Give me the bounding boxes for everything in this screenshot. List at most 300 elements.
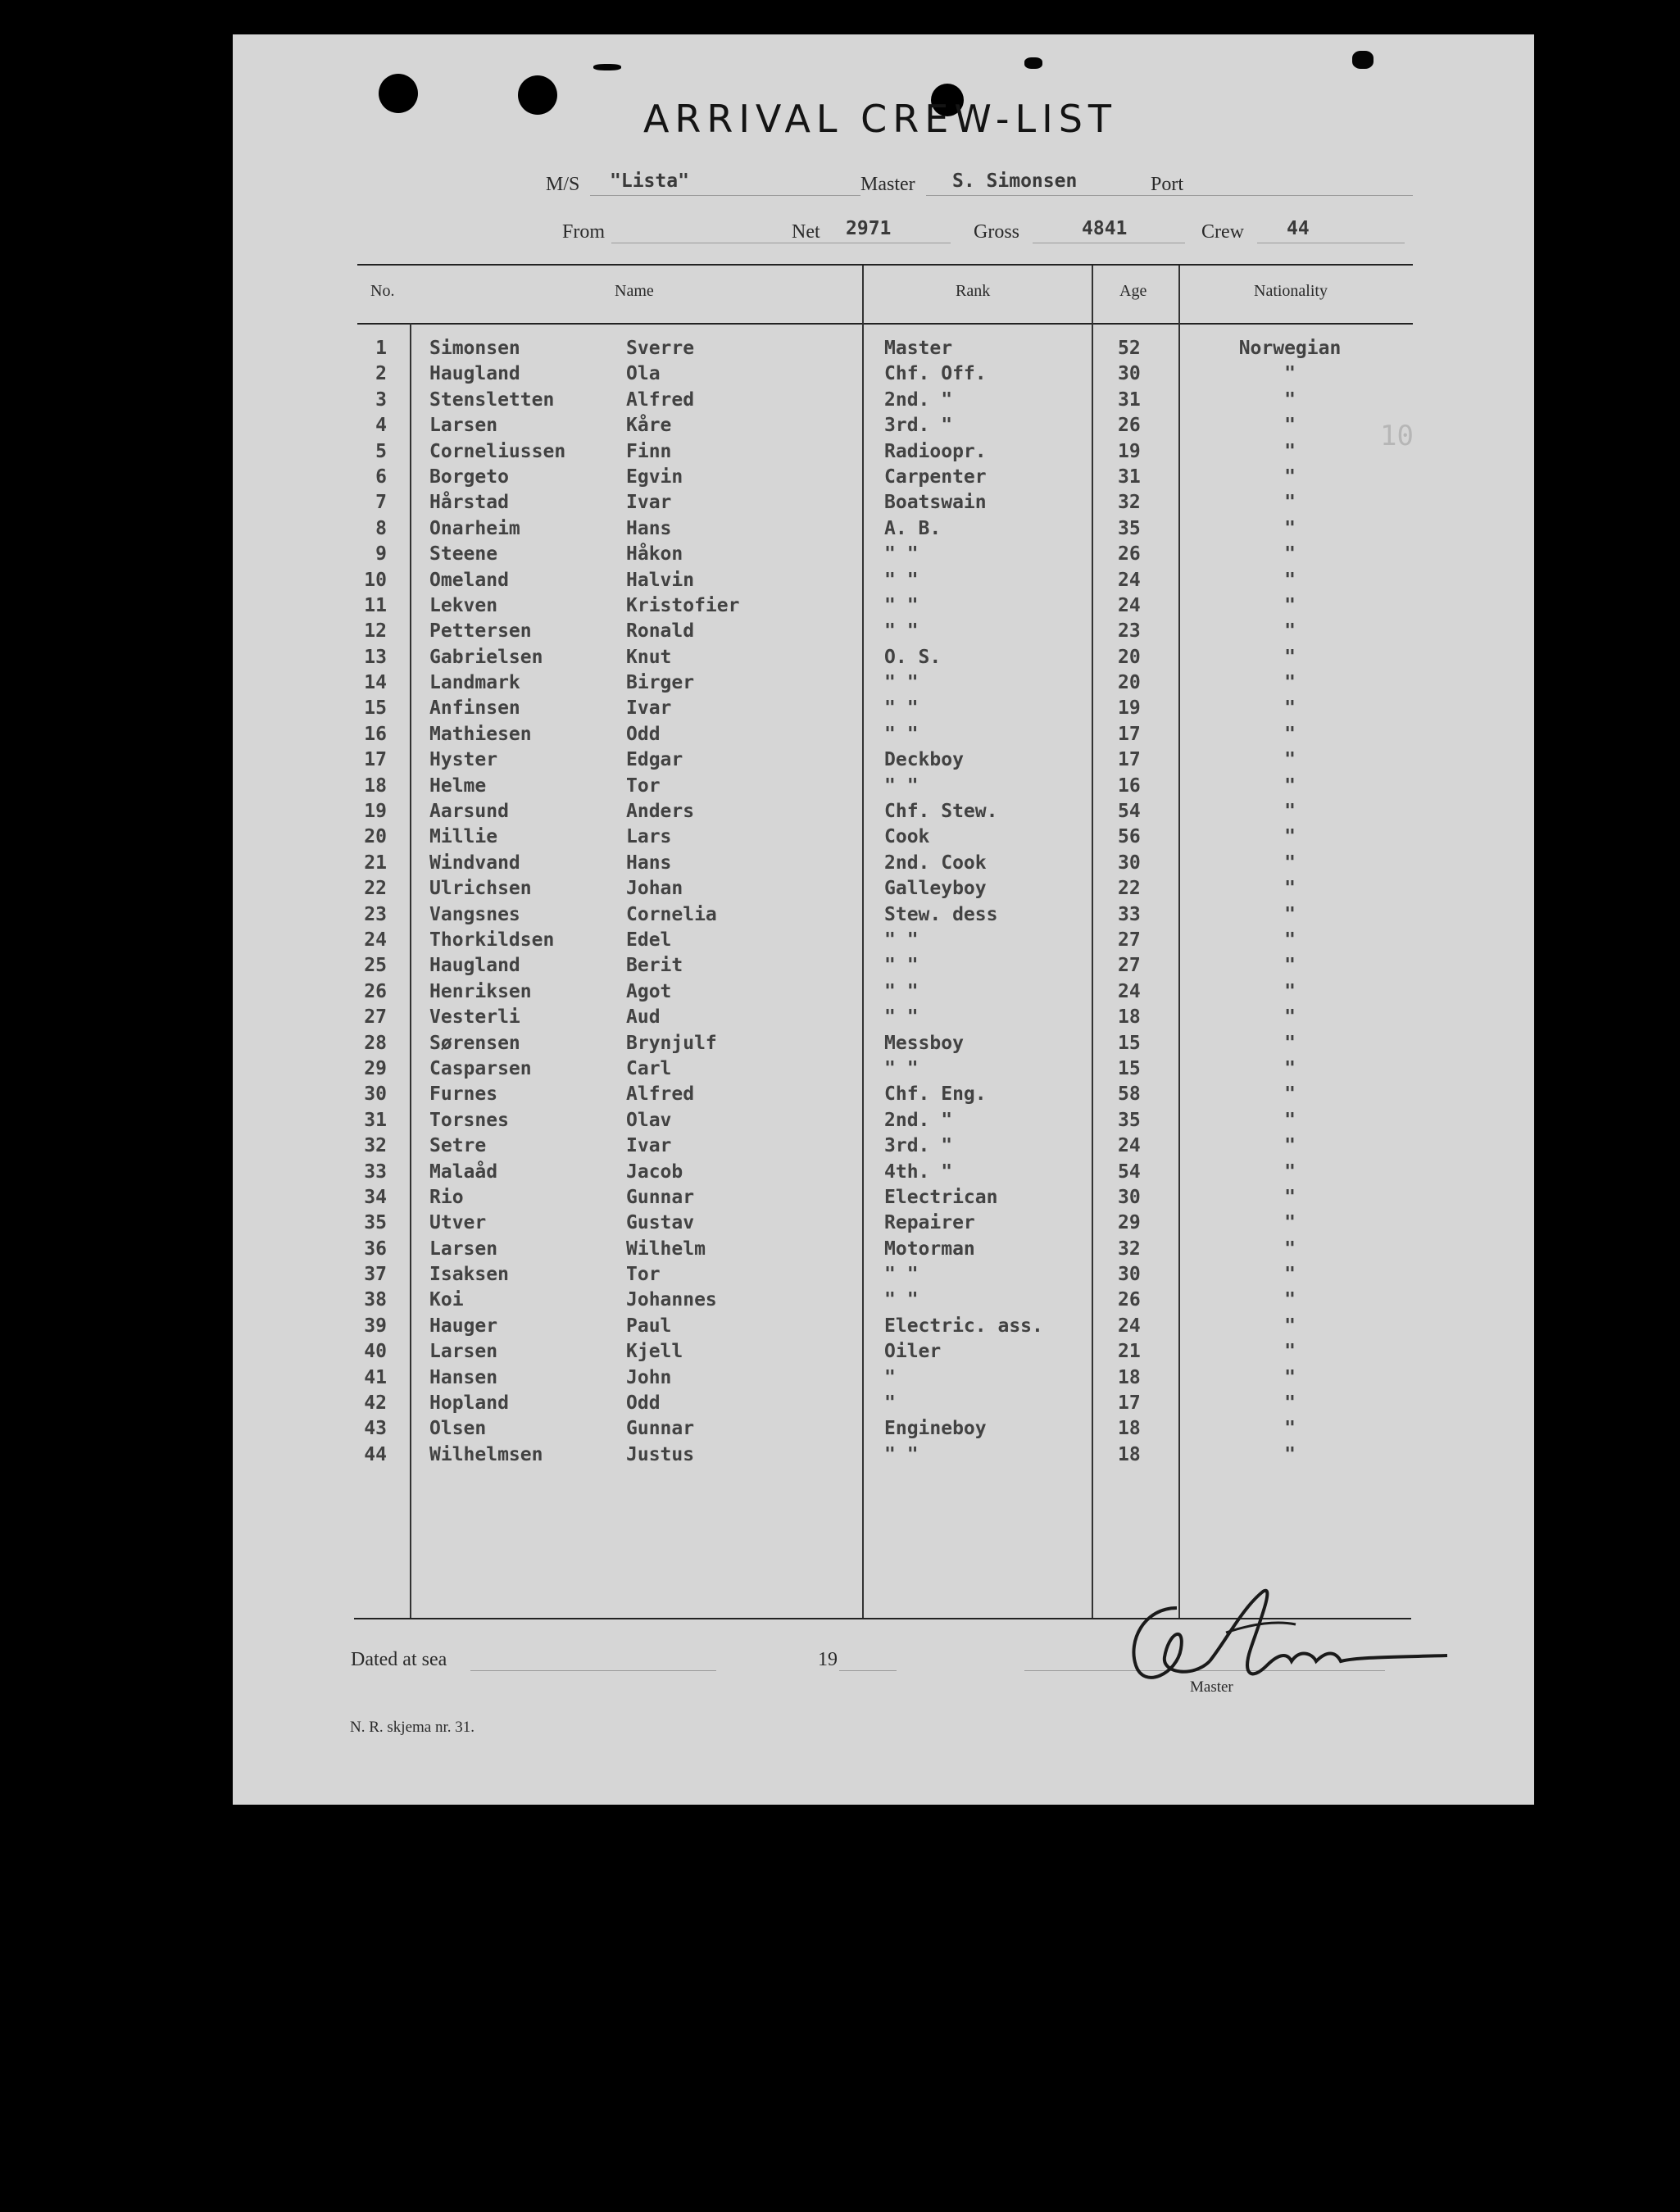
crew-nationality: "	[1284, 620, 1296, 643]
crew-age: 17	[1118, 1392, 1141, 1415]
crew-surname: Vesterli	[429, 1006, 520, 1029]
crew-age: 20	[1118, 672, 1141, 694]
crew-nationality: "	[1284, 466, 1296, 488]
net-label: Net	[792, 221, 820, 243]
table-top-rule	[357, 264, 1413, 266]
vessel-underline	[590, 195, 860, 196]
port-label: Port	[1151, 174, 1184, 195]
crew-first-name: Edgar	[626, 749, 683, 771]
crew-age: 30	[1118, 363, 1141, 385]
crew-nationality: "	[1284, 1392, 1296, 1415]
crew-nationality: "	[1284, 1366, 1296, 1388]
crew-rank: 2nd. "	[884, 388, 953, 411]
crew-nationality: "	[1284, 955, 1296, 977]
crew-age: 56	[1118, 826, 1141, 848]
crew-surname: Hyster	[429, 749, 498, 771]
table-row	[233, 1212, 1534, 1238]
crew-number: 44	[364, 1443, 387, 1465]
crew-age: 24	[1118, 980, 1141, 1002]
crew-nationality: "	[1284, 1212, 1296, 1234]
crew-number: 3	[375, 388, 387, 411]
crew-rank: 2nd. "	[884, 1109, 953, 1131]
table-row	[233, 826, 1534, 852]
crew-rank: 3rd. "	[884, 415, 953, 437]
crew-surname: Simonsen	[429, 338, 520, 359]
crew-number: 7	[375, 492, 387, 514]
table-row	[233, 1187, 1534, 1212]
crew-number: 27	[364, 1006, 387, 1029]
crew-first-name: Odd	[626, 1392, 661, 1415]
crew-rank: " "	[884, 955, 919, 977]
crew-number: 18	[364, 774, 387, 797]
crew-number: 11	[364, 594, 387, 616]
crew-first-name: Tor	[626, 774, 661, 797]
crew-number: 33	[364, 1161, 387, 1183]
crew-age: 58	[1118, 1083, 1141, 1106]
crew-rank: A. B.	[884, 517, 942, 539]
crew-age: 27	[1118, 929, 1141, 951]
crew-nationality: "	[1284, 903, 1296, 925]
crew-surname: Torsnes	[429, 1109, 509, 1131]
table-row	[233, 1135, 1534, 1161]
crew-first-name: Ola	[626, 363, 661, 385]
crew-first-name: Birger	[626, 672, 695, 694]
crew-rank: "	[884, 1366, 896, 1388]
crew-number: 1	[375, 338, 387, 359]
crew-rank: Electrican	[884, 1186, 998, 1208]
crew-number: 42	[364, 1392, 387, 1415]
crew-nationality: "	[1284, 826, 1296, 848]
crew-surname: Isaksen	[429, 1264, 509, 1286]
crew-rank: " "	[884, 929, 919, 951]
crew-rank: O. S.	[884, 646, 942, 668]
crew-nationality: "	[1284, 388, 1296, 411]
table-row	[233, 878, 1534, 903]
crew-value: 44	[1287, 218, 1310, 239]
dated-at-sea-label: Dated at sea	[351, 1649, 447, 1670]
master-name: S. Simonsen	[952, 170, 1078, 192]
crew-age: 21	[1118, 1341, 1141, 1363]
crew-age: 24	[1118, 1135, 1141, 1157]
crew-label: Crew	[1201, 221, 1244, 243]
table-row	[233, 389, 1534, 415]
crew-age: 30	[1118, 1264, 1141, 1286]
crew-nationality: "	[1284, 1135, 1296, 1157]
ink-speck	[1352, 51, 1374, 69]
crew-number: 20	[364, 826, 387, 848]
table-row	[233, 955, 1534, 980]
crew-nationality: "	[1284, 929, 1296, 951]
crew-age: 26	[1118, 1289, 1141, 1311]
crew-surname: Omeland	[429, 569, 509, 591]
gross-value: 4841	[1082, 218, 1128, 239]
form-reference: N. R. skjema nr. 31.	[350, 1719, 474, 1736]
table-row	[233, 620, 1534, 646]
master-label: Master	[860, 174, 915, 195]
crew-first-name: Tor	[626, 1264, 661, 1286]
crew-surname: Casparsen	[429, 1057, 532, 1079]
document-page	[233, 34, 1534, 1805]
crew-surname: Rio	[429, 1186, 464, 1208]
crew-surname: Millie	[429, 826, 498, 848]
crew-age: 29	[1118, 1212, 1141, 1234]
crew-number: 2	[375, 363, 387, 385]
table-row	[233, 363, 1534, 388]
crew-age: 26	[1118, 415, 1141, 437]
crew-rank: 3rd. "	[884, 1135, 953, 1157]
column-header-no: No.	[370, 282, 395, 300]
table-row	[233, 466, 1534, 492]
crew-first-name: Hans	[626, 852, 672, 874]
crew-number: 28	[364, 1032, 387, 1054]
crew-nationality: "	[1284, 594, 1296, 616]
crew-first-name: Hans	[626, 517, 672, 539]
crew-surname: Larsen	[429, 415, 498, 437]
crew-number: 36	[364, 1238, 387, 1260]
crew-surname: Hansen	[429, 1366, 498, 1388]
vessel-label: M/S	[546, 174, 580, 195]
table-row	[233, 1444, 1534, 1469]
table-row	[233, 1392, 1534, 1418]
crew-rank: Radioopr.	[884, 440, 987, 462]
crew-age: 24	[1118, 569, 1141, 591]
crew-number: 14	[364, 672, 387, 694]
crew-first-name: Håkon	[626, 543, 683, 565]
crew-age: 18	[1118, 1366, 1141, 1388]
crew-surname: Larsen	[429, 1341, 498, 1363]
crew-surname: Haugland	[429, 955, 520, 977]
crew-first-name: Carl	[626, 1057, 672, 1079]
crew-surname: Mathiesen	[429, 723, 532, 745]
crew-surname: Utver	[429, 1212, 487, 1234]
crew-surname: Anfinsen	[429, 697, 520, 720]
crew-number: 15	[364, 697, 387, 720]
crew-surname: Wilhelmsen	[429, 1443, 543, 1465]
crew-first-name: John	[626, 1366, 672, 1388]
crew-nationality: "	[1284, 980, 1296, 1002]
crew-first-name: Berit	[626, 955, 683, 977]
crew-number: 13	[364, 646, 387, 668]
crew-rank: Chf. Off.	[884, 363, 987, 385]
crew-nationality: "	[1284, 1057, 1296, 1079]
crew-rank: " "	[884, 1443, 919, 1465]
crew-nationality: "	[1284, 697, 1296, 720]
crew-surname: Ulrichsen	[429, 878, 532, 900]
crew-first-name: Justus	[626, 1443, 695, 1465]
crew-number: 10	[364, 569, 387, 591]
crew-first-name: Odd	[626, 723, 661, 745]
crew-first-name: Edel	[626, 929, 672, 951]
crew-nationality: "	[1284, 1109, 1296, 1131]
crew-rank: Motorman	[884, 1238, 975, 1260]
table-row	[233, 929, 1534, 955]
crew-first-name: Finn	[626, 440, 672, 462]
crew-surname: Gabrielsen	[429, 646, 543, 668]
crew-rank: Chf. Eng.	[884, 1083, 987, 1106]
crew-age: 18	[1118, 1006, 1141, 1029]
dated-underline	[470, 1670, 716, 1671]
crew-first-name: Cornelia	[626, 903, 717, 925]
crew-surname: Olsen	[429, 1418, 487, 1440]
crew-number: 26	[364, 980, 387, 1002]
crew-first-name: Gunnar	[626, 1186, 695, 1208]
crew-first-name: Wilhelm	[626, 1238, 706, 1260]
table-row	[233, 1264, 1534, 1289]
table-row	[233, 1110, 1534, 1135]
table-row	[233, 1341, 1534, 1366]
crew-first-name: Johannes	[626, 1289, 717, 1311]
crew-rank: " "	[884, 1006, 919, 1029]
crew-first-name: Ivar	[626, 697, 672, 720]
crew-number: 40	[364, 1341, 387, 1363]
crew-surname: Landmark	[429, 672, 520, 694]
table-row	[233, 518, 1534, 543]
crew-surname: Steene	[429, 543, 498, 565]
crew-nationality: "	[1284, 415, 1296, 437]
crew-age: 35	[1118, 517, 1141, 539]
table-row	[233, 981, 1534, 1006]
crew-surname: Hårstad	[429, 492, 509, 514]
crew-first-name: Brynjulf	[626, 1032, 717, 1054]
crew-first-name: Aud	[626, 1006, 661, 1029]
crew-surname: Pettersen	[429, 620, 532, 643]
crew-surname: Windvand	[429, 852, 520, 874]
crew-age: 32	[1118, 492, 1141, 514]
crew-nationality: "	[1284, 749, 1296, 771]
crew-age: 24	[1118, 1315, 1141, 1337]
crew-rank: Carpenter	[884, 466, 987, 488]
crew-surname: Sørensen	[429, 1032, 520, 1054]
document-title: ARRIVAL CREW-LIST	[642, 97, 1118, 141]
crew-nationality: "	[1284, 1341, 1296, 1363]
crew-first-name: Paul	[626, 1315, 672, 1337]
crew-surname: Hauger	[429, 1315, 498, 1337]
crew-age: 18	[1118, 1443, 1141, 1465]
table-row	[233, 1006, 1534, 1032]
crew-rank: " "	[884, 774, 919, 797]
crew-surname: Koi	[429, 1289, 464, 1311]
crew-age: 18	[1118, 1418, 1141, 1440]
crew-nationality: "	[1284, 1418, 1296, 1440]
master-signature	[1119, 1575, 1464, 1698]
crew-number: 8	[375, 517, 387, 539]
crew-age: 30	[1118, 1186, 1141, 1208]
year-underline	[839, 1670, 897, 1671]
crew-nationality: "	[1284, 1161, 1296, 1183]
crew-rank: " "	[884, 543, 919, 565]
column-header-name: Name	[615, 282, 654, 300]
crew-rank: 2nd. Cook	[884, 852, 987, 874]
crew-nationality: "	[1284, 1083, 1296, 1106]
crew-age: 31	[1118, 388, 1141, 411]
crew-rank: " "	[884, 1057, 919, 1079]
crew-number: 4	[375, 415, 387, 437]
crew-age: 17	[1118, 749, 1141, 771]
crew-first-name: Alfred	[626, 388, 695, 411]
crew-surname: Aarsund	[429, 801, 509, 823]
crew-age: 22	[1118, 878, 1141, 900]
year-label: 19	[818, 1649, 838, 1670]
crew-rank: Master	[884, 338, 953, 359]
ink-speck	[593, 64, 621, 70]
crew-rank: 4th. "	[884, 1161, 953, 1183]
crew-nationality: "	[1284, 1315, 1296, 1337]
crew-number: 39	[364, 1315, 387, 1337]
crew-table-body	[233, 338, 1534, 1469]
crew-nationality: "	[1284, 1289, 1296, 1311]
crew-age: 54	[1118, 801, 1141, 823]
crew-surname: Haugland	[429, 363, 520, 385]
crew-nationality: "	[1284, 774, 1296, 797]
crew-nationality: "	[1284, 878, 1296, 900]
crew-surname: Setre	[429, 1135, 487, 1157]
crew-number: 29	[364, 1057, 387, 1079]
crew-nationality: "	[1284, 1186, 1296, 1208]
table-row	[233, 492, 1534, 517]
table-row	[233, 1238, 1534, 1264]
crew-nationality: "	[1284, 1238, 1296, 1260]
crew-nationality: "	[1284, 517, 1296, 539]
crew-age: 31	[1118, 466, 1141, 488]
crew-number: 24	[364, 929, 387, 951]
table-row	[233, 1418, 1534, 1443]
table-row	[233, 441, 1534, 466]
crew-first-name: Knut	[626, 646, 672, 668]
crew-nationality: "	[1284, 1264, 1296, 1286]
column-header-rank: Rank	[956, 282, 991, 300]
crew-nationality: "	[1284, 1443, 1296, 1465]
crew-age: 52	[1118, 338, 1141, 359]
crew-number: 41	[364, 1366, 387, 1388]
table-row	[233, 1161, 1534, 1187]
table-row	[233, 724, 1534, 749]
table-row	[233, 697, 1534, 723]
crew-surname: Malaåd	[429, 1161, 498, 1183]
net-value: 2971	[846, 218, 892, 239]
crew-rank: " "	[884, 723, 919, 745]
gross-label: Gross	[974, 221, 1020, 243]
table-row	[233, 749, 1534, 774]
crew-first-name: Ronald	[626, 620, 695, 643]
crew-surname: Vangsnes	[429, 903, 520, 925]
crew-rank: " "	[884, 594, 919, 616]
master-signature-label: Master	[1190, 1678, 1233, 1696]
crew-rank: Oiler	[884, 1341, 942, 1363]
crew-number: 37	[364, 1264, 387, 1286]
crew-number: 6	[375, 466, 387, 488]
crew-first-name: Anders	[626, 801, 695, 823]
crew-age: 15	[1118, 1057, 1141, 1079]
crew-surname: Helme	[429, 774, 487, 797]
crew-surname: Lekven	[429, 594, 498, 616]
crew-nationality: "	[1284, 569, 1296, 591]
crew-number: 17	[364, 749, 387, 771]
crew-age: 23	[1118, 620, 1141, 643]
crew-rank: " "	[884, 620, 919, 643]
crew-age: 35	[1118, 1109, 1141, 1131]
crew-first-name: Lars	[626, 826, 672, 848]
crew-surname: Borgeto	[429, 466, 509, 488]
crew-rank: " "	[884, 1289, 919, 1311]
crew-number: 22	[364, 878, 387, 900]
crew-surname: Corneliussen	[429, 440, 566, 462]
crew-age: 30	[1118, 852, 1141, 874]
crew-number: 35	[364, 1212, 387, 1234]
crew-nationality: "	[1284, 440, 1296, 462]
vessel-name: "Lista"	[610, 170, 689, 192]
table-row	[233, 1033, 1534, 1058]
ink-speck	[1024, 57, 1042, 69]
crew-age: 20	[1118, 646, 1141, 668]
table-row	[233, 904, 1534, 929]
crew-rank: Galleyboy	[884, 878, 987, 900]
crew-rank: Engineboy	[884, 1418, 987, 1440]
table-row	[233, 570, 1534, 595]
crew-surname: Larsen	[429, 1238, 498, 1260]
crew-age: 15	[1118, 1032, 1141, 1054]
crew-nationality: Norwegian	[1238, 338, 1342, 359]
crew-surname: Thorkildsen	[429, 929, 555, 951]
crew-number: 21	[364, 852, 387, 874]
crew-age: 17	[1118, 723, 1141, 745]
crew-rank: " "	[884, 980, 919, 1002]
crew-first-name: Sverre	[626, 338, 695, 359]
crew-number: 31	[364, 1109, 387, 1131]
crew-age: 27	[1118, 955, 1141, 977]
crew-number: 34	[364, 1186, 387, 1208]
crew-nationality: "	[1284, 543, 1296, 565]
table-row	[233, 1367, 1534, 1392]
crew-nationality: "	[1284, 646, 1296, 668]
crew-surname: Hopland	[429, 1392, 509, 1415]
crew-age: 33	[1118, 903, 1141, 925]
crew-number: 30	[364, 1083, 387, 1106]
crew-first-name: Halvin	[626, 569, 695, 591]
crew-rank: " "	[884, 1264, 919, 1286]
crew-nationality: "	[1284, 801, 1296, 823]
table-header-rule	[357, 323, 1413, 325]
crew-rank: "	[884, 1392, 896, 1415]
crew-first-name: Jacob	[626, 1161, 683, 1183]
crew-nationality: "	[1284, 672, 1296, 694]
crew-rank: " "	[884, 569, 919, 591]
crew-nationality: "	[1284, 1032, 1296, 1054]
crew-age: 26	[1118, 543, 1141, 565]
crew-first-name: Gunnar	[626, 1418, 695, 1440]
crew-rank: Boatswain	[884, 492, 987, 514]
table-row	[233, 595, 1534, 620]
crew-first-name: Ivar	[626, 492, 672, 514]
crew-first-name: Agot	[626, 980, 672, 1002]
crew-nationality: "	[1284, 852, 1296, 874]
table-row	[233, 647, 1534, 672]
crew-age: 32	[1118, 1238, 1141, 1260]
crew-nationality: "	[1284, 723, 1296, 745]
crew-first-name: Kristofier	[626, 594, 740, 616]
crew-first-name: Ivar	[626, 1135, 672, 1157]
crew-surname: Onarheim	[429, 517, 520, 539]
from-label: From	[562, 221, 606, 243]
crew-first-name: Johan	[626, 878, 683, 900]
crew-age: 19	[1118, 440, 1141, 462]
crew-surname: Furnes	[429, 1083, 498, 1106]
crew-rank: Chf. Stew.	[884, 801, 998, 823]
crew-rank: Messboy	[884, 1032, 964, 1054]
crew-first-name: Gustav	[626, 1212, 695, 1234]
table-row	[233, 415, 1534, 440]
crew-number: 25	[364, 955, 387, 977]
column-header-nationality: Nationality	[1254, 282, 1328, 300]
